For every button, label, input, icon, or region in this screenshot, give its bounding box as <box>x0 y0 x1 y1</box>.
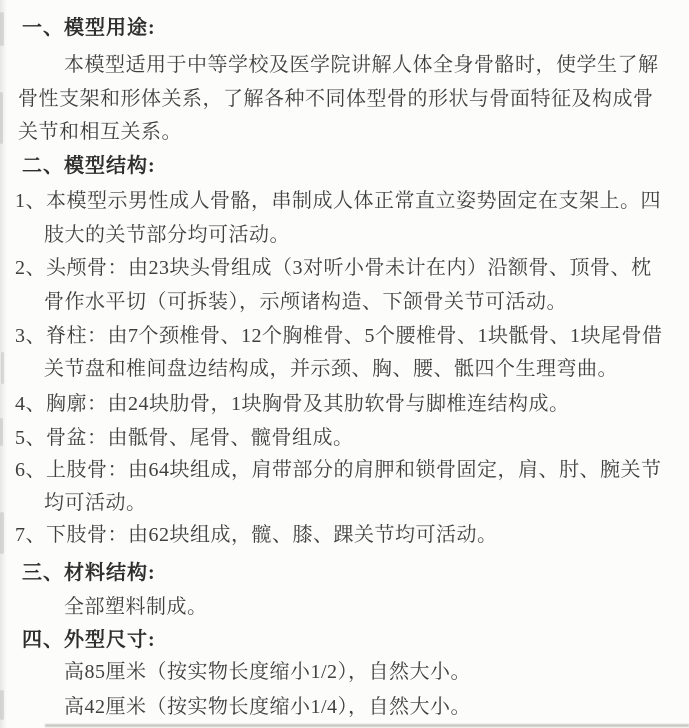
paragraph-line: 骨性支架和形体关系，了解各种不同体型骨的形状与骨面特征及构成骨 <box>18 88 654 110</box>
paragraph-line: 本模型适用于中等学校及医学院讲解人体全身骨骼时，使学生了解 <box>64 54 659 76</box>
section-heading-dimensions: 四、外型尺寸: <box>22 629 156 651</box>
scan-artifact <box>0 512 4 554</box>
section-heading-model-structure: 二、模型结构: <box>22 155 156 177</box>
list-item-line-3: 3、脊柱：由7个颈椎骨、12个胸椎骨、5个腰椎骨、1块骶骨、1块尾骨借 <box>15 325 663 347</box>
paragraph-line: 关节和相互关系。 <box>18 121 182 143</box>
scan-artifact <box>0 690 4 720</box>
scan-artifact <box>0 12 4 46</box>
paragraph-line: 全部塑料制成。 <box>64 596 208 618</box>
scan-artifact <box>1 352 4 384</box>
list-item-line-7: 7、下肢骨：由62块组成，髋、膝、踝关节均可活动。 <box>15 524 498 546</box>
list-item-line-2: 2、头颅骨：由23块头骨组成（3对听小骨未计在内）沿额骨、顶骨、枕 <box>15 257 652 279</box>
list-item-continuation: 关节盘和椎间盘边结构成，并示颈、胸、腰、骶四个生理弯曲。 <box>44 358 618 380</box>
scan-artifact <box>0 418 3 446</box>
list-item-line-4: 4、胸廓：由24块肋骨，1块胸骨及其肋软骨与脚椎连结构成。 <box>15 393 570 415</box>
scan-bottom-streak <box>45 724 689 727</box>
list-item-line-6: 6、上肢骨：由64块组成，肩带部分的肩胛和锁骨固定，肩、肘、腕关节 <box>15 459 662 481</box>
paragraph-line: 高85厘米（按实物长度缩小1/2），自然大小。 <box>64 661 472 683</box>
list-item-continuation: 均可活动。 <box>44 492 147 514</box>
section-heading-material: 三、材料结构: <box>22 562 156 584</box>
list-item-continuation: 骨作水平切（可拆装），示颅诸构造、下颌骨关节可活动。 <box>44 291 567 313</box>
paragraph-line: 高42厘米（按实物长度缩小1/4），自然大小。 <box>64 696 472 718</box>
list-item-line-5: 5、骨盆：由骶骨、尾骨、髋骨组成。 <box>15 427 354 449</box>
section-heading-model-purpose: 一、模型用途: <box>22 17 156 39</box>
scan-artifact <box>0 92 3 144</box>
list-item-line-1: 1、本模型示男性成人骨骼，串制成人体正常直立姿势固定在支架上。四 <box>15 190 661 212</box>
list-item-continuation: 肢大的关节部分均可活动。 <box>44 224 290 246</box>
